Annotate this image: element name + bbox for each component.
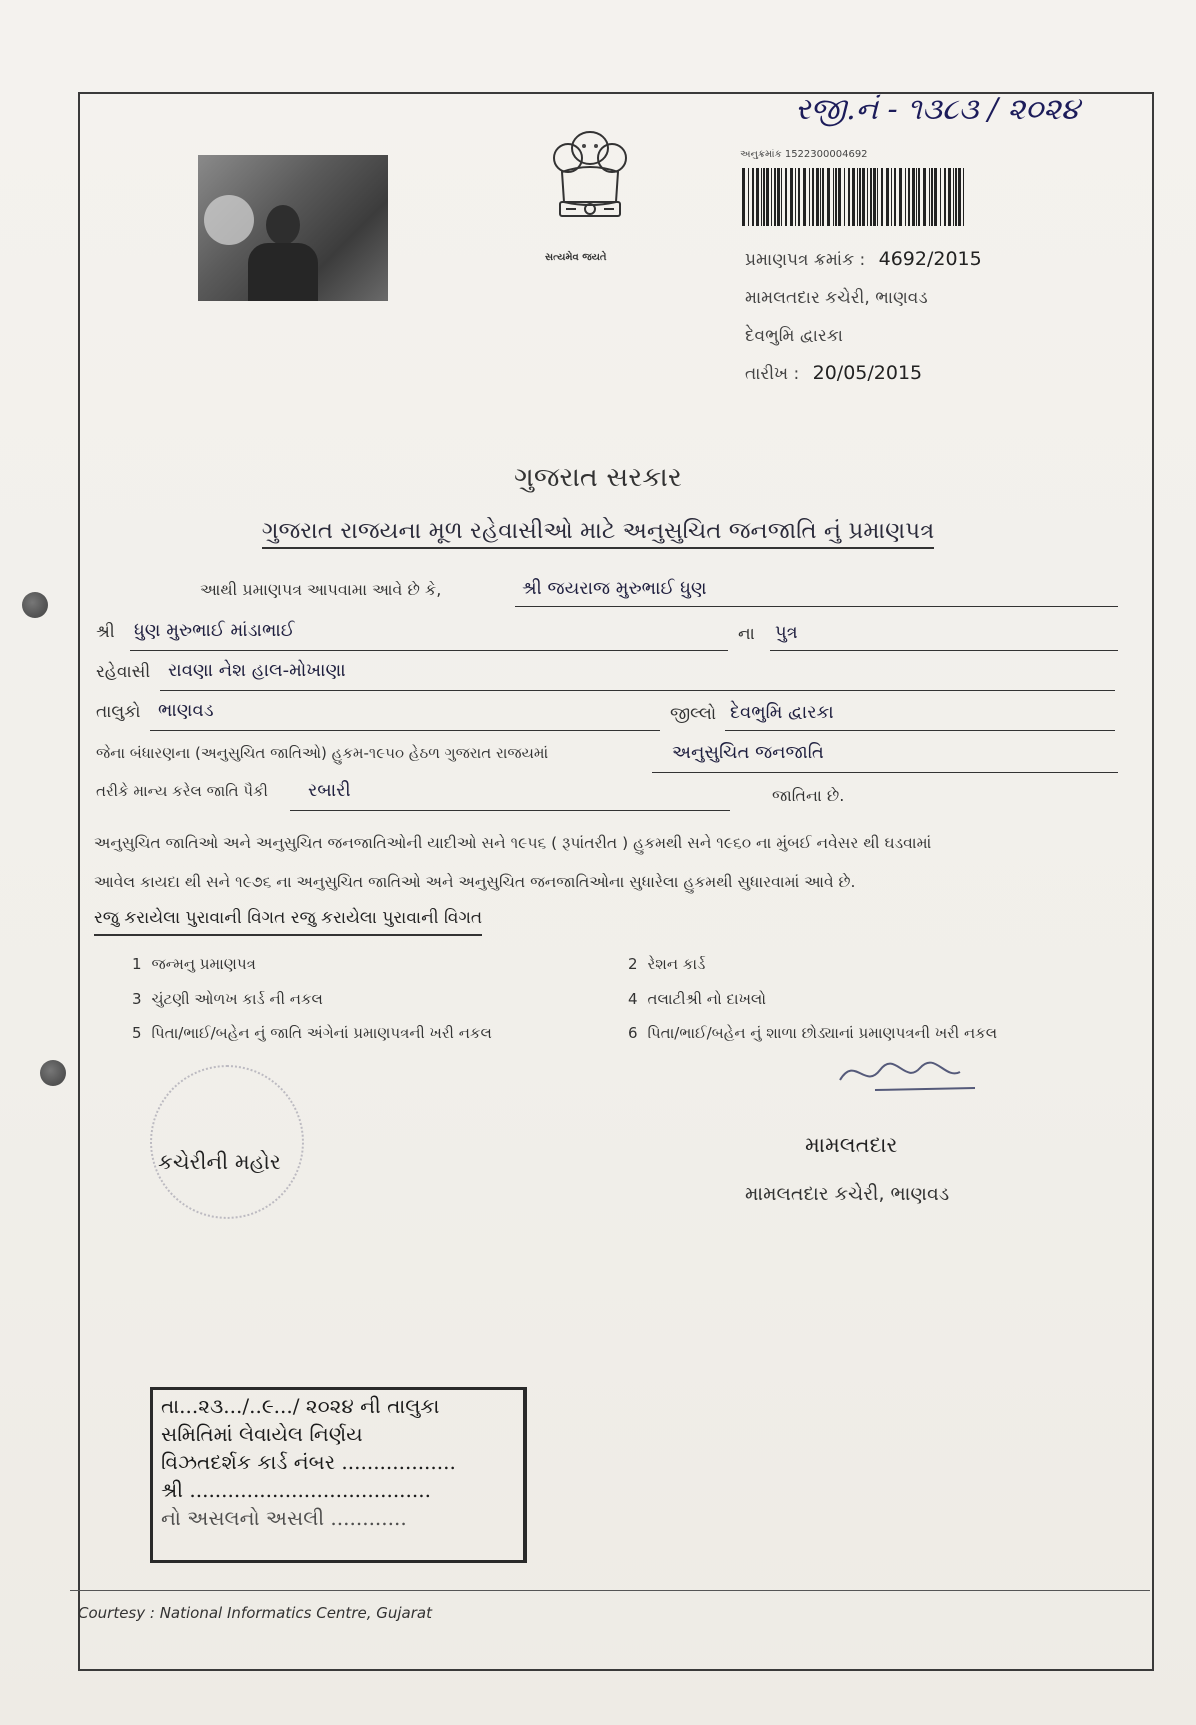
- committee-decision-stamp: [150, 1387, 527, 1563]
- certificate-title-wrap: [0, 518, 1196, 544]
- district-label: જીલ્લો: [670, 704, 717, 724]
- signatory-office: મામલતદાર કચેરી, ભાણવડ: [745, 1183, 950, 1205]
- issuing-district: દેવભુમિ દ્વારકા: [745, 326, 843, 346]
- intro-label: આથી પ્રમાણપત્ર આપવામા આવે છે કે,: [200, 580, 442, 599]
- stamp-line-1: તા...૨૩.../..૯.../ ૨૦૨૪ ની તાલુકા: [161, 1394, 440, 1418]
- footer-divider: [70, 1590, 1150, 1591]
- document-text: જન્મનુ પ્રમાણપત્ર: [151, 955, 256, 973]
- district-line: [725, 730, 1115, 731]
- stamp-line-4: શ્રી ......................................: [161, 1478, 431, 1502]
- caste-line: [290, 810, 730, 811]
- document-item: [628, 1024, 997, 1042]
- applicant-line: [515, 606, 1118, 607]
- document-number: 2: [628, 955, 638, 973]
- document-number: 1: [132, 955, 142, 973]
- emblem-caption: સત્યમેવ જયતે: [545, 252, 607, 263]
- documents-heading: રજુ કરાયેલા પુરાવાની વિગત રજુ કરાયેલા પુરાવાની વિગત: [94, 908, 482, 936]
- legal-paragraph-line-1: અનુસુચિત જાતિઓ અને અનુસુચિત જનજાતિઓની યાદીઓ સને ૧૯૫૬ ( રૂપાંતરીત ) હુકમથી સને ૧૯૬૦ ના મુંબઈ નવેસર થી ઘડવામાં: [94, 834, 932, 852]
- issue-date-row: તારીખ : 20/05/2015: [745, 362, 923, 384]
- taluka-line: [150, 730, 660, 731]
- office-seal-label: કચેરીની મહોર: [158, 1150, 281, 1174]
- applicant-photo: [198, 155, 388, 301]
- document-number: 5: [132, 1024, 142, 1042]
- recognized-label: તરીકે માન્ય કરેલ જાતિ પૈકી: [96, 782, 268, 800]
- footer-courtesy: Courtesy : National Informatics Centre, Gujarat: [78, 1604, 432, 1622]
- certificate-number: 4692/2015: [878, 248, 982, 270]
- taluka-value: ભાણવડ: [158, 700, 214, 721]
- issuing-office: મામલતદાર કચેરી, ભાણવડ: [745, 288, 928, 308]
- office-seal-impression: [150, 1065, 304, 1219]
- barcode-label: અનુક્રમાંક 1522300004692: [740, 149, 868, 160]
- punch-hole-bottom: [40, 1060, 66, 1086]
- relation-value: પુત્ર: [775, 622, 798, 643]
- document-number: 4: [628, 990, 638, 1008]
- document-item: [132, 1024, 492, 1042]
- relation-line: [770, 650, 1118, 651]
- resident-label: રહેવાસી: [96, 662, 151, 682]
- signatory-title: મામલતદાર: [805, 1133, 898, 1157]
- caste-value: રબારી: [308, 780, 351, 801]
- order-label: જેના બંધારણના (અનુસુચિત જાતિઓ) હુકમ-૧૯૫૦ હેઠળ ગુજરાત રાજયમાં: [96, 744, 549, 762]
- barcode: [740, 168, 970, 226]
- resident-value: રાવણા નેશ હાલ-મોખાણા: [168, 660, 346, 681]
- document-text: પિતા/ભાઈ/બહેન નું શાળા છોડ્યાનાં પ્રમાણપત્રની ખરી નકલ: [647, 1024, 998, 1042]
- document-number: 3: [132, 990, 142, 1008]
- stamp-line-5: નો અસલનો અસલી ............: [161, 1506, 407, 1530]
- government-title: ગુજરાત સરકાર: [514, 462, 682, 493]
- certificate-title: ગુજરાત રાજયના મૂળ રહેવાસીઓ માટે અનુસુચિત જનજાતિ નું પ્રમાણપત્ર: [262, 518, 935, 549]
- legal-paragraph-line-2: આવેલ કાયદા થી સને ૧૯૭૬ ના અનુસુચિત જાતિઓ અને અનુસુચિત જનજાતિઓના સુધારેલા હુકમથી સુધારવામાં આવે છે.: [94, 873, 856, 891]
- certificate-number-row: પ્રમાણપત્ર ક્રમાંક : 4692/2015: [745, 248, 982, 270]
- taluka-label: તાલુકો: [96, 702, 141, 722]
- caste-suffix: જાતિના છે.: [772, 786, 845, 805]
- father-prefix: શ્રી: [96, 622, 115, 642]
- stamp-line-2: સમિતિમાં લેવાયેલ નિર્ણય: [161, 1422, 363, 1446]
- district-value: દેવભુમિ દ્વારકા: [730, 702, 834, 723]
- order-value: અનુસુચિત જનજાતિ: [672, 742, 824, 763]
- father-name: ધુણ મુરુભાઈ માંડાભાઈ: [134, 620, 295, 641]
- son-of-label: ના: [738, 624, 755, 644]
- handwritten-registration-number: રજી.નં - ૧૩૮૩ / ૨૦૨૪: [795, 92, 1080, 127]
- stamp-line-3: વિઝતદર્શક કાર્ડ નંબર ..................: [161, 1450, 456, 1474]
- punch-hole-top: [22, 592, 48, 618]
- order-line: [652, 772, 1118, 773]
- document-item: [132, 955, 256, 973]
- national-emblem-icon: [540, 122, 640, 244]
- document-item: [132, 990, 323, 1008]
- resident-line: [160, 690, 1115, 691]
- document-text: રેશન કાર્ડ: [647, 955, 706, 973]
- document-text: ચુંટણી ઓળખ કાર્ડ ની નકલ: [151, 990, 323, 1008]
- document-text: તલાટીશ્રી નો દાખલો: [647, 990, 766, 1008]
- issue-date: 20/05/2015: [812, 362, 923, 384]
- document-text: પિતા/ભાઈ/બહેન નું જાતિ અંગેનાં પ્રમાણપત્રની ખરી નકલ: [151, 1024, 492, 1042]
- father-line: [130, 650, 728, 651]
- applicant-name: શ્રી જયરાજ મુરુભાઈ ધુણ: [522, 578, 707, 599]
- document-number: 6: [628, 1024, 638, 1042]
- document-item: [628, 990, 766, 1008]
- signature-scribble: [835, 1050, 985, 1100]
- document-item: [628, 955, 705, 973]
